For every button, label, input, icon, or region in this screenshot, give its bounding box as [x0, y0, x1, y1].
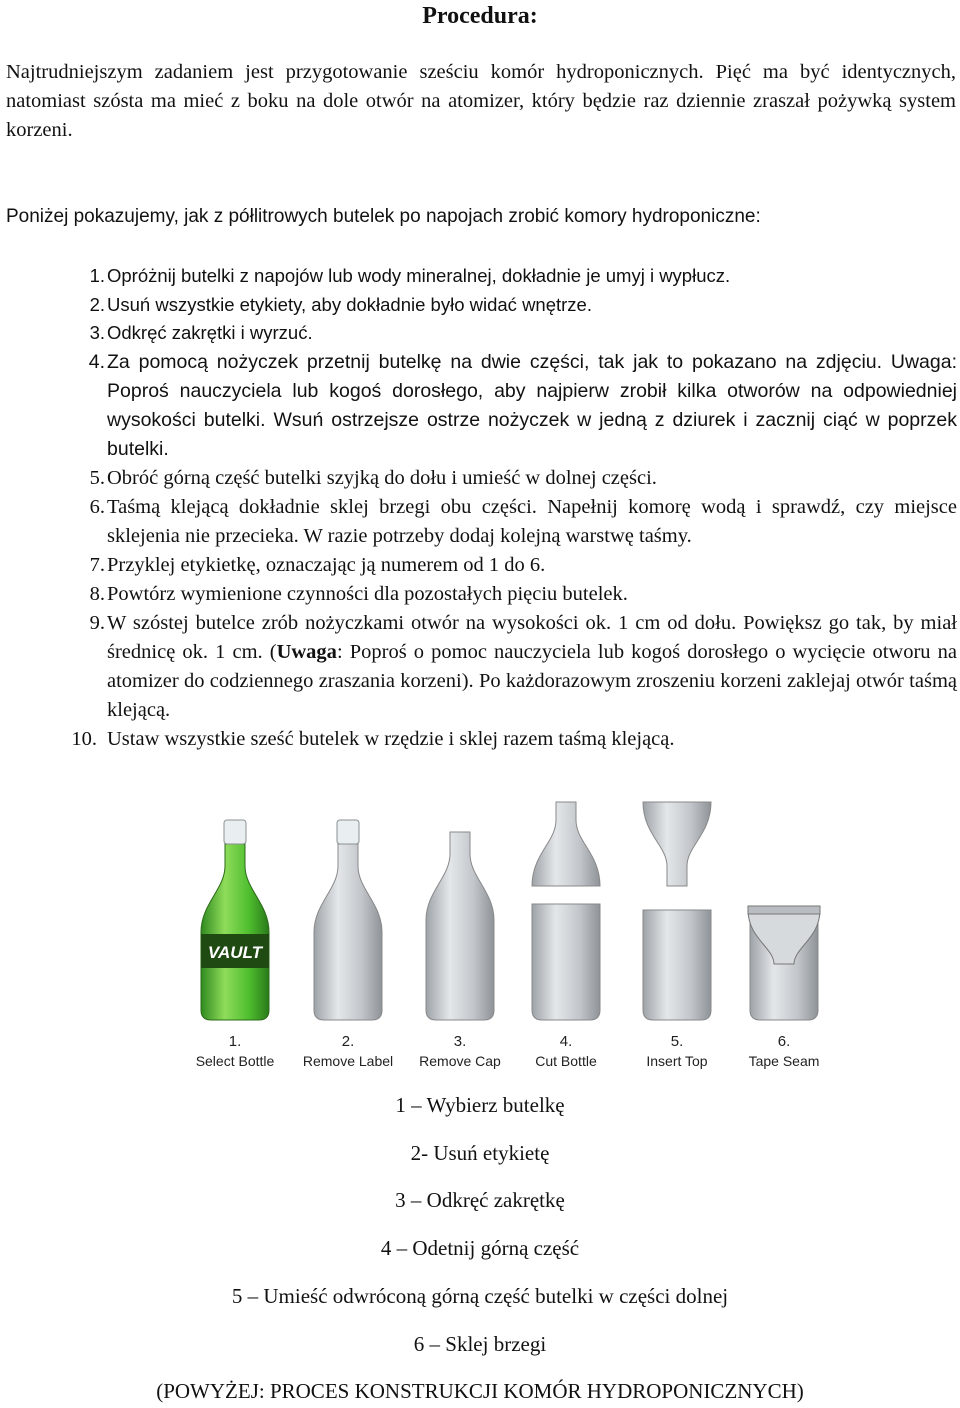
step-number: 4. [88, 350, 105, 373]
bottle-panel [196, 820, 275, 1069]
legend-line: 4 – Odetnij górną część [380, 1236, 580, 1260]
uncapped-bottle [426, 832, 494, 1020]
panel-number: 4. [559, 1033, 573, 1050]
step-item [75, 291, 957, 320]
legend-line: 1 – Wybierz butelkę [395, 1093, 565, 1117]
step-item [75, 319, 957, 348]
legend-line: 6 – Sklej brzegi [413, 1332, 547, 1356]
tape-seam [748, 906, 820, 914]
bottle-illustration [162, 782, 862, 1082]
page-title: Procedura: [422, 3, 538, 29]
lead-paragraph: Poniżej pokazujemy, jak z półlitrowych butelek po napojach zrobić komory hydroponiczne: [6, 206, 761, 227]
step-item [75, 609, 957, 725]
panel-label: Cut Bottle [535, 1053, 597, 1069]
step-item [75, 551, 957, 580]
step-text: Ustaw wszystkie sześć butelek w rzędzie i sklej razem taśmą klejącą. [107, 727, 675, 750]
bottle-cap [337, 820, 359, 844]
panel-number: 6. [777, 1033, 791, 1050]
step-item [71, 725, 957, 754]
step-text-part: : Poproś o pomoc nauczyciela lub kogoś dorosłego o wycięcie otworu na atomizer do codziennego zraszania korzeni). Po każdorazowym zroszeniu korzeni zaklejaj otwór taśmą klejącą. [107, 640, 958, 721]
cut-bottle-bottom [532, 904, 600, 1020]
panel-label: Remove Label [302, 1053, 394, 1069]
legend-line: 3 – Odkręć zakrętkę [395, 1188, 565, 1212]
step-item [75, 348, 957, 464]
cut-bottle-bottom [643, 910, 711, 1020]
bottle-label-text: VAULT [207, 943, 263, 962]
bottle-panel [532, 802, 600, 1069]
cut-bottle-top [532, 802, 600, 886]
step-number: 9. [89, 611, 105, 634]
inverted-bottle-top [643, 802, 711, 886]
step-number: 3. [89, 322, 105, 343]
bottle-process-figure [162, 782, 862, 1082]
panel-label: Remove Cap [419, 1053, 501, 1069]
step-number: 2. [89, 293, 105, 315]
bottle-panel [303, 820, 393, 1069]
step-text: Powtórz wymienione czynności dla pozostałych pięciu butelek. [107, 582, 628, 605]
steps-list [71, 262, 958, 754]
bottle-panel [748, 906, 820, 1069]
panel-number: 1. [228, 1033, 242, 1050]
step-item [75, 580, 957, 609]
bottle-cap [224, 820, 246, 844]
panel-number: 5. [670, 1033, 684, 1050]
panel-number: 3. [453, 1033, 467, 1050]
step-number: 7. [89, 553, 105, 576]
panel-number: 2. [341, 1033, 355, 1050]
step-item [75, 464, 957, 493]
warning-label: Uwaga [276, 640, 337, 663]
legend-line: 5 – Umieść odwróconą górną część butelki w części dolnej [231, 1284, 729, 1308]
green-bottle [201, 844, 269, 1020]
step-text: Odkręć zakrętki i wyrzuć. [107, 322, 313, 343]
panel-label: Select Bottle [195, 1053, 275, 1069]
intro-paragraph: Najtrudniejszym zadaniem jest przygotowanie sześciu komór hydroponicznych. Pięć ma być identycznych, natomiast szósta ma mieć z boku na dole otwór na atomizer, który będzie raz dziennie zraszał pożywką system korzeni. [6, 61, 956, 141]
step-text [107, 609, 957, 725]
step-number: 6. [89, 495, 105, 518]
step-text: Usuń wszystkie etykiety, aby dokładnie było widać wnętrze. [107, 293, 592, 315]
step-item [75, 493, 957, 551]
legend-line: 2- Usuń etykietę [410, 1141, 550, 1165]
step-text: Przyklej etykietkę, oznaczając ją numerem od 1 do 6. [107, 553, 546, 576]
step-text: Taśmą klejącą dokładnie sklej brzegi obu części. Napełnij komorę wodą i sprawdź, czy miejsce sklejenia nie przecieka. W razie potrzeby dodaj kolejną warstwę taśmy. [107, 495, 957, 547]
panel-label: Tape Seam [748, 1053, 820, 1069]
panel-label: Insert Top [646, 1053, 708, 1069]
bottle-panel [419, 832, 501, 1069]
figure-caption: (POWYŻEJ: PROCES KONSTRUKCJI KOMÓR HYDROPONICZNYCH) [156, 1379, 804, 1403]
bottle-panel [643, 802, 711, 1069]
clear-bottle [314, 844, 382, 1020]
step-number: 5. [89, 466, 105, 489]
step-text: Za pomocą nożyczek przetnij butelkę na dwie części, tak jak to pokazano na zdjęciu. Uwaga: Poproś nauczyciela lub kogoś dorosłego, aby najpierw zrobił kilka otworów na odpowiedniej wysokości butelki. Wsuń ostrzejsze ostrze nożyczek w jedną z dziurek i zacznij ciąć w poprzek butelki. [107, 350, 957, 460]
step-number: 10. [71, 727, 97, 750]
step-number: 1. [89, 265, 105, 286]
step-text: Obróć górną część butelki szyjką do dołu i umieść w dolnej części. [107, 466, 657, 489]
step-text-part: W szóstej butelce zrób nożyczkami otwór na wysokości ok. 1 cm od dołu. Powiększ go tak, by miał średnicę ok. 1 cm. ( [107, 611, 957, 663]
step-text: Opróżnij butelki z napojów lub wody mineralnej, dokładnie je umyj i wypłucz. [107, 265, 731, 286]
step-number: 8. [89, 582, 105, 605]
step-item [75, 262, 957, 291]
